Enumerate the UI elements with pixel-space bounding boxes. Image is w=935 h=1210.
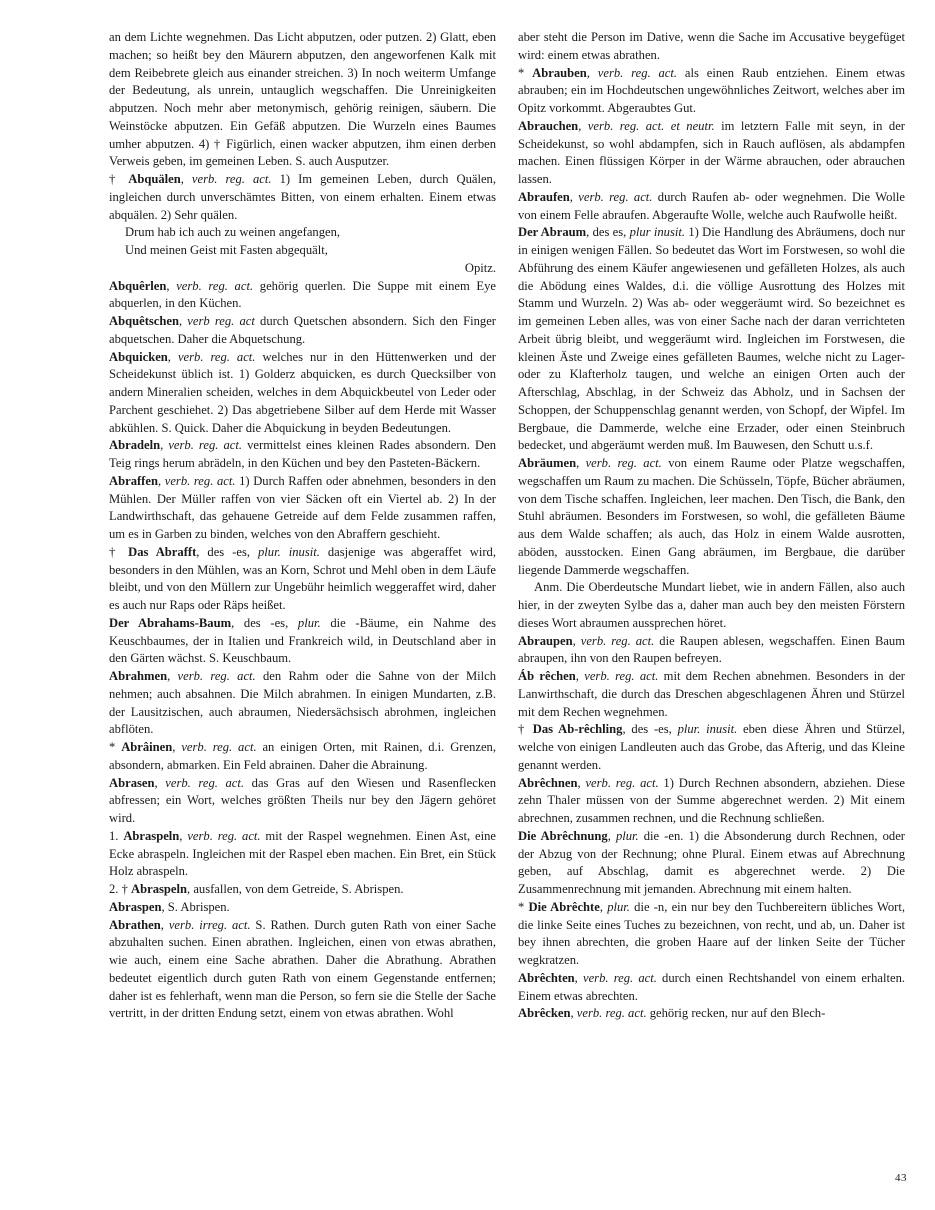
entry-headword: Die Abrêchte bbox=[528, 899, 600, 914]
entry-marker: † bbox=[109, 544, 129, 559]
entry-definition: dasjenige was abgeraffet wird, besonders in den Mühlen, was an Korn, Schrot und Mehl oben in dem Läufe bleibt, und von den Müllern zur Ungebühr heimlich weggeraffet wird, daher es auch nur Raps oder Räps heißet. bbox=[109, 544, 496, 612]
entry-separator: , bbox=[172, 740, 182, 754]
grammar-label: verb. reg. act. bbox=[578, 189, 653, 204]
dictionary-entry bbox=[109, 615, 496, 668]
entry-definition: durch Quetschen absondern. Sich den Finger abquetschen. Daher die Abquetschung. bbox=[109, 314, 497, 346]
entry-definition: vermittelst eines kleinen Rades absondern. Den Teig rings herum abrädeln, in den Küchen und bey den Pasteten-Bäckern. bbox=[109, 438, 496, 470]
entry-definition: den Rahm oder die Sahne von der Milch nehmen; auch absahnen. Die Milch abrahmen. In einigen Mundarten, z.B. der Lausitzischen, auch abraumen, Niedersächsisch abrohmen, ingleichen abflöten. bbox=[109, 669, 497, 737]
grammar-label: verb. reg. act. bbox=[177, 349, 256, 364]
entry-definition: die -Bäume, ein Nahme des Keuschbaumes, der in Italien und Frankreich wild, in Deutschland aber in den Gärten wächst. S. Keuschbaum. bbox=[109, 615, 496, 666]
entry-headword: Das Ab-rêchling bbox=[532, 722, 623, 737]
entry-definition: 1) Durch Rechnen absondern, abziehen. Diese zehn Thaler müssen von der Summe abgerechnet werden. 2) Mit einem abrechnen, zusammen rechnen, und die Rechnung schließen. bbox=[518, 775, 905, 825]
entry-separator: , bbox=[575, 669, 585, 683]
dictionary-entry bbox=[518, 118, 905, 189]
dictionary-entry bbox=[109, 828, 496, 881]
entry-separator: , bbox=[569, 189, 579, 204]
right-column bbox=[518, 29, 905, 1023]
grammar-label: verb. reg. act. bbox=[177, 669, 256, 683]
entry-definition: 1) Durch Raffen oder abnehmen, besonders in den Mühlen. Der Müller raffen von vier Säcken oft ein Viertel ab. 2) In der Landwirthschaft, das gehauene Getreide auf dem Felde zusammen raffen, um es in Garben zu binden, welches von den Abraffern geschieht. bbox=[109, 473, 497, 541]
entry-headword: Abraspen bbox=[109, 899, 162, 914]
dictionary-entry bbox=[518, 1005, 905, 1023]
entry-definition: an dem Lichte wegnehmen. Das Licht abputzen, oder putzen. 2) Glatt, eben machen; so heißt bey den Mäurern abputzen, den angeworfenen Kalk mit dem Reibebrete gleich aus einander streichen. 3) In noch weiterm Umfange der Bedeutung, als unrein, untauglich wegschaffen. Die Unreinigkeiten abputzen. Noch mehr aber metonymisch, gehörig reinigen, säubern. Die Weinstöcke abputzen. Ein Gefäß abputzen. Die Wurzeln eines Baumes umher abputzen. 4) † Figürlich, einen wacker abputzen, ihm einen derben Verweis geben, im gemeinen Leben. S. auch Ausputzer. bbox=[109, 30, 496, 169]
dictionary-entry bbox=[109, 437, 496, 473]
entry-separator: , des -es, bbox=[231, 615, 298, 630]
grammar-label: verb. reg. act. bbox=[597, 65, 678, 80]
left-column bbox=[109, 29, 496, 1023]
grammar-label: verb. reg. act. bbox=[585, 775, 659, 790]
dictionary-entry bbox=[518, 189, 905, 225]
grammar-label: verb. reg. act. bbox=[580, 633, 655, 648]
grammar-label: plur. bbox=[297, 615, 321, 630]
entry-separator: , des es, bbox=[586, 225, 630, 240]
grammar-label: verb. reg. act. bbox=[181, 740, 257, 754]
entry-headword: Abrauben bbox=[532, 65, 587, 80]
dictionary-entry bbox=[109, 349, 496, 438]
dictionary-entry bbox=[109, 775, 496, 828]
entry-definition: S. Abrispen. bbox=[167, 899, 230, 914]
entry-definition: an einigen Orten, mit Rainen, d.i. Grenzen, absondern, abmarken. Ein Feld abrainen. Daher die Abrainung. bbox=[109, 740, 497, 772]
dictionary-entry bbox=[518, 224, 905, 455]
entry-separator: , bbox=[607, 828, 616, 843]
entry-marker: * bbox=[518, 899, 529, 914]
entry-continuation bbox=[518, 579, 905, 632]
entry-headword: Abradeln bbox=[109, 438, 161, 453]
entry-definition: eben diese Ähren und Stürzel, welche von einigen Landleuten auch das Grobe, das Afterig, und das Kleine genannt werden. bbox=[518, 722, 905, 772]
entry-separator: , bbox=[574, 970, 583, 985]
entry-definition: durch Raufen ab- oder wegnehmen. Die Wolle von einem Felle abraufen. Abgeraufte Wolle, welche auch Raufwolle heißt. bbox=[518, 189, 905, 222]
entry-headword: Abraffen bbox=[109, 473, 158, 488]
entry-separator: , bbox=[167, 349, 178, 364]
dictionary-entry bbox=[518, 721, 905, 774]
entry-separator: , bbox=[576, 456, 586, 470]
entry-headword: Der Abraum bbox=[518, 225, 587, 240]
entry-separator: , bbox=[167, 669, 178, 683]
entry-headword: Abraspeln bbox=[123, 828, 180, 843]
grammar-label: verb. reg. act. bbox=[164, 473, 236, 488]
dictionary-entry bbox=[518, 899, 905, 970]
entry-headword: Abrasen bbox=[109, 775, 155, 790]
grammar-label: plur. inusit. bbox=[258, 544, 320, 559]
dictionary-entry bbox=[109, 668, 496, 739]
grammar-label: plur inusit. bbox=[629, 225, 686, 240]
entry-headword: Áb rêchen bbox=[518, 669, 576, 683]
grammar-label: verb. reg. act. bbox=[165, 775, 245, 790]
page-number: 43 bbox=[895, 1172, 907, 1184]
entry-headword: Die Abrêchnung bbox=[518, 828, 608, 843]
entry-separator: , bbox=[180, 172, 192, 186]
entry-headword: Abraupen bbox=[518, 633, 573, 648]
entry-definition: 1) Die Handlung des Abräumens, doch nur in einigen wenigen Fällen. So bedeutet das Wort im Forstwesen, so wohl die Abführung des einem Käufer angewiesenen und gefälleten Holzes, als auch die Abödung eines Waldes, d.i. die völlige Ausrottung des Holzes mit Stamm und Wurzeln. 2) Was ab- oder weggeräumt wird. So bezeichnet es im gemeinen Leben alles, was von einer Sache nach der daran verrichteten Arbeit übrig bleibt, und weggeräumt wird. Ingleichen im Forstwesen, die kleinen Äste und Zweige eines gefälleten Baumes, welche nicht zu Lager- oder zu Klafterholz taugen, und welche an einigen Orten auch der Afterschlag, Abschlag, in der Schweiz das Abholz, und in Sachsen der Schoppen, der Schuppenschlag genannt werden, von Schopf, der Wipfel. Im Bergbaue, die Dammerde, welche eine Erzader, oder einen Steinbruch bedecket, und abgeräumt werden muß. Im Bauwesen, den Schutt u.s.f. bbox=[518, 225, 905, 453]
entry-marker: 1. bbox=[109, 828, 124, 843]
entry-marker: * bbox=[109, 740, 122, 754]
dictionary-entry bbox=[518, 775, 905, 828]
entry-headword: Abrêchnen bbox=[518, 775, 578, 790]
entry-definition: S. Rathen. Durch guten Rath von einer Sache abzuhalten suchen. Einen abrathen. Ingleichen, einen von etwas abrathen, wie auch, einem eine Sache abrathen. Daher die Abrathung. Abrathen bedeutet eigentlich durch guten Rath von einem Gegenstande entfernen; daher ist es fehlerhaft, wenn man die Person, so fern sie die Stelle der Sache vertritt, in der dritten Endung setzt, einem von etwas abrathen. Wohl bbox=[109, 917, 497, 1021]
entry-separator: , bbox=[154, 775, 166, 790]
grammar-label: verb. reg. act. bbox=[583, 970, 657, 985]
dictionary-entry bbox=[518, 65, 905, 118]
dictionary-entry bbox=[109, 739, 496, 775]
verse-line: Und meinen Geist mit Fasten abgequält, bbox=[125, 243, 328, 257]
grammar-label: plur. inusit. bbox=[677, 722, 738, 737]
dictionary-entry bbox=[109, 917, 496, 1024]
entry-definition: von einem Raume oder Platze wegschaffen, wegschaffen um Raum zu machen. Die Schüsseln, Töpfe, Bücher abräumen, von dem Tische schaffen. Ingleichen, leer machen. Den Tisch, die Bank, den Stuhl abräumen. Besonders im Forstwesen, so wohl, die gefälleten Bäume aus dem Walde schaffen; als auch, das Holz in einem Walde ausrotten, aböden, ausstocken. Einen Gang abräumen, im Bergbaue, die darüber liegende Dammerde wegschaffen. bbox=[518, 456, 906, 577]
entry-headword: Abrathen bbox=[109, 917, 161, 932]
entry-separator: , bbox=[599, 899, 608, 914]
entry-marker: † bbox=[518, 722, 533, 737]
entry-headword: Der Abrahams-Baum bbox=[109, 615, 232, 630]
entry-definition: 1) Im gemeinen Leben, durch Quälen, ingleichen durch unverschämtes Bitten, von einem erhalten. Einem etwas abquälen. 2) Sehr quälen. bbox=[109, 172, 496, 222]
entry-separator: , bbox=[577, 775, 586, 790]
dictionary-entry bbox=[518, 633, 905, 669]
entry-definition: aber steht die Person im Dative, wenn die Sache im Accusative beygefüget wird: einem etwas abrathen. bbox=[518, 30, 905, 62]
entry-marker: * bbox=[518, 65, 533, 80]
entry-marker: † bbox=[109, 172, 129, 186]
entry-headword: Abräumen bbox=[518, 456, 577, 470]
dictionary-entry bbox=[109, 473, 496, 544]
entry-definition: Anm. Die Oberdeutsche Mundart liebet, wie in andern Fällen, also auch hier, in der zweyten Sylbe das a, daher man auch bey den meisten Förstern dieses Wort abraumen aussprechen höret. bbox=[518, 580, 905, 630]
verse-line: Drum hab ich auch zu weinen angefangen, bbox=[125, 225, 341, 240]
entry-definition: mit dem Rechen abnehmen. Besonders in der Lanwirthschaft, die durch das Dreschen abgeschlagenen Ähren und Stürzel mit dem Rechen wegnehmen. bbox=[518, 669, 905, 719]
entry-separator: , bbox=[178, 314, 188, 328]
grammar-label: plur. bbox=[615, 828, 639, 843]
entry-headword: Das Abrafft bbox=[128, 544, 197, 559]
dictionary-entry bbox=[518, 828, 905, 899]
quote-attribution: Opitz. bbox=[464, 260, 496, 275]
entry-separator: , bbox=[578, 118, 588, 133]
entry-definition: durch einen Rechtshandel von einem erhalten. Einem etwas abrechten. bbox=[518, 970, 906, 1003]
entry-definition: die Raupen ablesen, wegschaffen. Einen Baum abraupen, ihn von den Raupen befreyen. bbox=[518, 633, 906, 666]
grammar-label: verb. reg. act. bbox=[576, 1006, 647, 1021]
entry-separator: , bbox=[161, 899, 168, 914]
entry-separator: , bbox=[187, 882, 194, 896]
entry-headword: Abquêrlen bbox=[109, 278, 167, 293]
dictionary-entry bbox=[518, 970, 905, 1006]
grammar-label: verb. reg. act. bbox=[584, 669, 659, 683]
entry-definition: die -en. 1) die Absonderung durch Rechnen, oder der Abzug von der Rechnung; ohne Plural. Einem etwas auf Abrechnung geben, auf Abschlag, damit es abgerechnet werde. 2) Die Zusammenrechnung mit jemanden. Abrechnung mit einem halten. bbox=[518, 828, 905, 896]
entry-headword: Abrauchen bbox=[518, 118, 579, 133]
entry-separator: , des -es, bbox=[622, 722, 678, 737]
entry-headword: Abquêtschen bbox=[109, 314, 179, 328]
grammar-label: plur. bbox=[607, 899, 630, 914]
entry-separator: , bbox=[160, 917, 169, 932]
dictionary-entry bbox=[109, 313, 496, 349]
entry-definition: ausfallen, von dem Getreide, S. Abrispen. bbox=[193, 882, 404, 896]
entry-separator: , bbox=[586, 65, 598, 80]
entry-headword: Abrahmen bbox=[109, 669, 168, 683]
grammar-label: verb. irreg. act. bbox=[168, 917, 251, 932]
dictionary-entry bbox=[109, 278, 496, 314]
entry-separator: , bbox=[166, 278, 177, 293]
entry-marker: 2. † bbox=[109, 882, 132, 896]
entry-separator: , bbox=[179, 828, 188, 843]
entry-continuation bbox=[109, 29, 496, 171]
entry-definition: im letztern Falle mit seyn, in der Scheidekunst, so wohl abdampfen, sich in Rauch auflösen, als abdampfen machen. Einen flüssigen Körper in der Wärme abrauchen, oder abrauchen lassen. bbox=[518, 118, 906, 186]
grammar-label: verb. reg. act. bbox=[168, 438, 243, 453]
entry-separator: , bbox=[157, 473, 165, 488]
dictionary-entry bbox=[109, 899, 496, 917]
dictionary-entry bbox=[518, 455, 905, 579]
entry-definition: gehörig recken, nur auf den Blech- bbox=[646, 1006, 826, 1021]
entry-separator: , bbox=[570, 1006, 577, 1021]
entry-definition: welches nur in den Hüttenwerken und der Scheidekunst üblich ist. 1) Golderz abquicken, es durch Quecksilber von andern Mineralien scheiden, welches in dem Abquickbeutel von Leder oder Parchent geschiehet. 2) Das abgetriebene Silber auf dem Herde mit Wasser abkühlen. S. Quick. Daher die Abquickung in beyden Bedeutungen. bbox=[109, 349, 497, 435]
entry-separator: , bbox=[572, 633, 581, 648]
grammar-label: verb. reg. act. bbox=[191, 172, 272, 186]
entry-definition: gehörig querlen. Die Suppe mit einem Eye abquerlen, in den Küchen. bbox=[109, 278, 497, 311]
entry-headword: Abrêcken bbox=[518, 1006, 571, 1021]
grammar-label: verb. reg. act. et neutr. bbox=[587, 118, 715, 133]
entry-headword: Abquicken bbox=[109, 349, 168, 364]
entry-continuation bbox=[518, 29, 905, 65]
dictionary-entry bbox=[109, 881, 496, 899]
entry-headword: Abquälen bbox=[128, 172, 181, 186]
grammar-label: verb reg. act bbox=[187, 314, 255, 328]
entry-separator: , des -es, bbox=[196, 544, 258, 559]
grammar-label: verb. reg. act. bbox=[585, 456, 662, 470]
entry-headword: Abraufen bbox=[518, 189, 570, 204]
grammar-label: verb. reg. act. bbox=[176, 278, 254, 293]
entry-headword: Abrâinen bbox=[121, 740, 173, 754]
entry-definition: mit der Raspel wegnehmen. Einen Ast, eine Ecke abraspeln. Ingleichen mit der Raspel eben machen. Ein Bret, ein Stück Holz abraspeln. bbox=[109, 828, 497, 879]
entry-definition: das Gras auf den Wiesen und Rasenflecken abfressen; ein Wort, welches größten Theils nur bey den Jägern gehöret wird. bbox=[109, 775, 497, 825]
dictionary-entry bbox=[109, 171, 496, 224]
grammar-label: verb. reg. act. bbox=[187, 828, 261, 843]
entry-definition: als einen Raub entziehen. Einem etwas abrauben; ein im Hochdeutschen ungewöhnliches Zeitwort, welches aber im Opitz vorkommt. Abgeraubtes Gut. bbox=[518, 65, 906, 115]
dictionary-entry bbox=[109, 544, 496, 615]
dictionary-entry bbox=[518, 668, 905, 721]
entry-definition: die -n, ein nur bey den Tuchbereitern übliches Wort, die linke Seite eines Tuches zu bezeichnen, von recht, und ab, un. Daher ist bey ihnen abrechten, die groben Haare auf der linken Seite der Tücher wegkratzen. bbox=[518, 899, 905, 967]
entry-headword: Abraspeln bbox=[131, 882, 188, 896]
entry-headword: Abrêchten bbox=[518, 970, 575, 985]
entry-separator: , bbox=[160, 438, 169, 453]
